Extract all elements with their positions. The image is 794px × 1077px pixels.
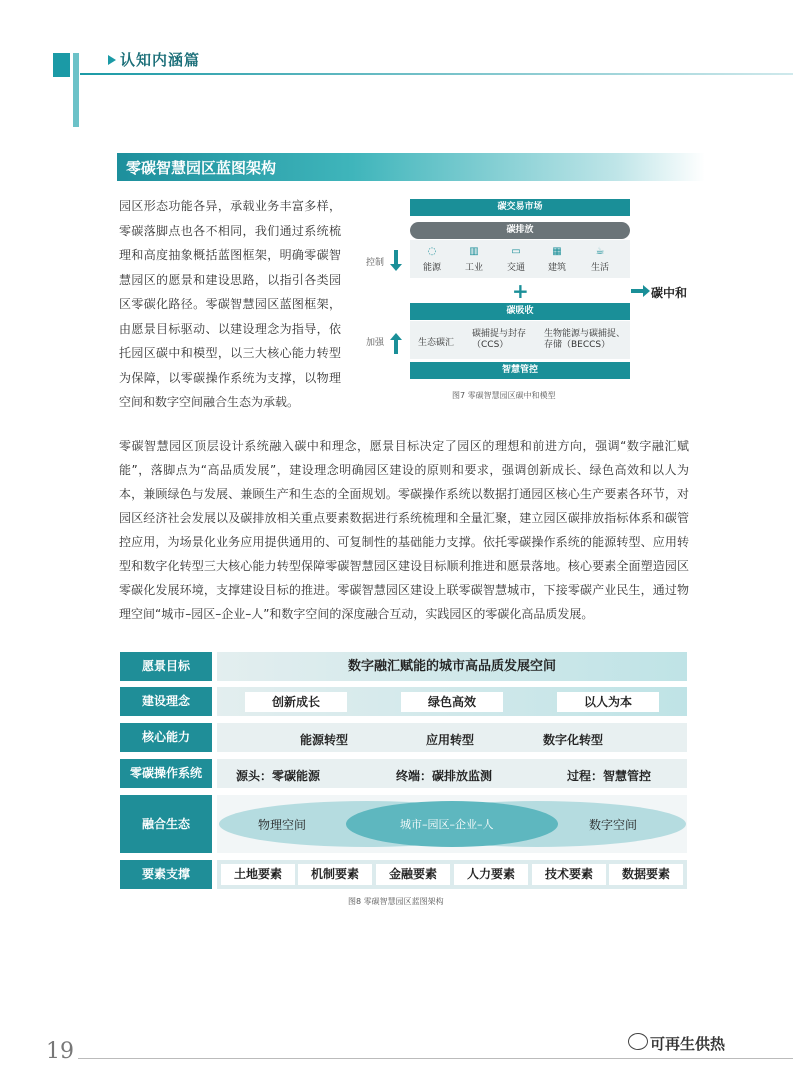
figure8-caption: 图8 零碳智慧园区蓝图架构 [348, 897, 444, 906]
footer-brand: 可再生供热 [650, 1035, 726, 1053]
row-label-ecology: 融合生态 [120, 795, 212, 853]
enhance-label: 加强 [366, 338, 385, 348]
page-number: 19 [46, 1039, 74, 1064]
absorb-item-ccs: 碳捕捉与封存（CCS） [472, 329, 527, 350]
city-park-label: 城市–园区–企业–人 [400, 818, 494, 831]
right-arrowhead-icon [643, 285, 650, 297]
up-arrow-icon [394, 340, 398, 354]
wechat-icon [628, 1033, 648, 1050]
header-triangle-icon [108, 55, 116, 65]
footer-rule [78, 1058, 793, 1059]
absorb-item-eco: 生态碳汇 [418, 338, 455, 348]
carbon-absorb-bar: 碳吸收 [410, 303, 630, 320]
element-technology: 技术要素 [532, 864, 606, 885]
smart-control-bar: 智慧管控 [410, 362, 630, 379]
header-rule [80, 73, 793, 75]
carbon-neutral-label: 碳中和 [651, 286, 688, 300]
factory-icon: ▥ [469, 246, 479, 257]
concept-people: 以人为本 [557, 692, 659, 712]
row-label-os: 零碳操作系统 [120, 759, 212, 788]
plus-icon: + [512, 279, 529, 303]
core-application: 应用转型 [426, 733, 475, 747]
control-label: 控制 [366, 258, 385, 268]
element-human: 人力要素 [454, 864, 528, 885]
building-icon: ▦ [552, 246, 562, 257]
digital-space-label: 数字空间 [589, 818, 638, 832]
vehicle-icon: ▭ [511, 246, 521, 257]
row-label-elements: 要素支撑 [120, 860, 212, 889]
row-label-core: 核心能力 [120, 723, 212, 752]
concept-green: 绿色高效 [401, 692, 503, 712]
os-terminal: 终端：碳排放监测 [396, 769, 493, 783]
vision-content: 数字融汇赋能的城市高品质发展空间 [217, 652, 687, 681]
source-building: ▦ 建筑 [547, 246, 566, 273]
down-arrowhead-icon [390, 264, 402, 271]
element-finance: 金融要素 [376, 864, 450, 885]
up-arrowhead-icon [390, 333, 402, 340]
carbon-market-bar: 碳交易市场 [410, 199, 630, 216]
os-process: 过程：智慧管控 [567, 769, 652, 783]
core-digital: 数字化转型 [543, 733, 604, 747]
row-label-vision: 愿景目标 [120, 652, 212, 681]
absorb-item-beccs: 生物能源与碳捕捉、存储（BECCS） [544, 329, 626, 350]
cup-icon: ☕ [595, 246, 605, 257]
intro-paragraph: 园区形态功能各异，承载业务丰富多样，零碳落脚点也各不相同，我们通过系统梳理和高度抽象概括蓝图框架，明确零碳智慧园区的愿景和建设思路，以指引各类园区零碳化路径。零碳智慧园区蓝图框架，由愿景目标驱动、以建设理念为指导，依托园区碳中和模型，以三大核心能力转型为保障，以零碳操作系统为支撑，以物理空间和数字空间融合生态为承载。 [119, 199, 341, 409]
section-title: 零碳智慧园区蓝图架构 [126, 159, 277, 177]
body-paragraph: 零碳智慧园区顶层设计系统融入碳中和理念，愿景目标决定了园区的理想和前进方向，强调“数字融汇赋能”，落脚点为“高品质发展”，建设理念明确园区建设的原则和要求，强调创新成长、绿色高效和以人为本，兼顾绿色与发展、兼顾生产和生态的全面规划。零碳操作系统以数据打通园区核心生产要素各环节，对园区经济社会发展以及碳排放相关重点要素数据进行系统梳理和全量汇聚，建立园区碳排放指标体系和碳管控应用，为场景化业务应用提供通用的、可复制性的基础能力支撑。依托零碳操作系统的能源转型、应用转型和数字化转型三大核心能力转型保障零碳智慧园区建设目标顺利推进和愿景落地。核心要素全面塑造园区零碳化发展环境，支撑建设目标的推进。零碳智慧园区建设上联零碳智慧城市，下接零碳产业民生，通过物理空间“城市–园区–企业–人”和数字空间的深度融合互动，实践园区的零碳化高品质发展。 [119, 439, 689, 621]
header-accent-block [53, 53, 70, 77]
row-label-concept: 建设理念 [120, 687, 212, 716]
source-life: ☕ 生活 [590, 246, 609, 273]
source-industry: ▥ 工业 [464, 246, 483, 273]
header-accent-bar [73, 53, 79, 127]
bulb-icon: ◌ [427, 246, 437, 257]
source-transport: ▭ 交通 [506, 246, 525, 273]
os-source: 源头：零碳能源 [236, 769, 321, 783]
figure7-caption: 图7 零碳智慧园区碳中和模型 [452, 391, 556, 400]
concept-innovation: 创新成长 [245, 692, 347, 712]
core-energy: 能源转型 [300, 733, 349, 747]
element-land: 土地要素 [221, 864, 295, 885]
right-arrow-icon [631, 289, 643, 293]
chapter-title: 认知内涵篇 [120, 51, 201, 69]
down-arrow-icon [394, 250, 398, 264]
carbon-emission-bar: 碳排放 [410, 222, 630, 239]
element-mechanism: 机制要素 [298, 864, 372, 885]
element-data: 数据要素 [609, 864, 683, 885]
source-energy: ◌ 能源 [422, 246, 441, 273]
physical-space-label: 物理空间 [258, 818, 307, 832]
